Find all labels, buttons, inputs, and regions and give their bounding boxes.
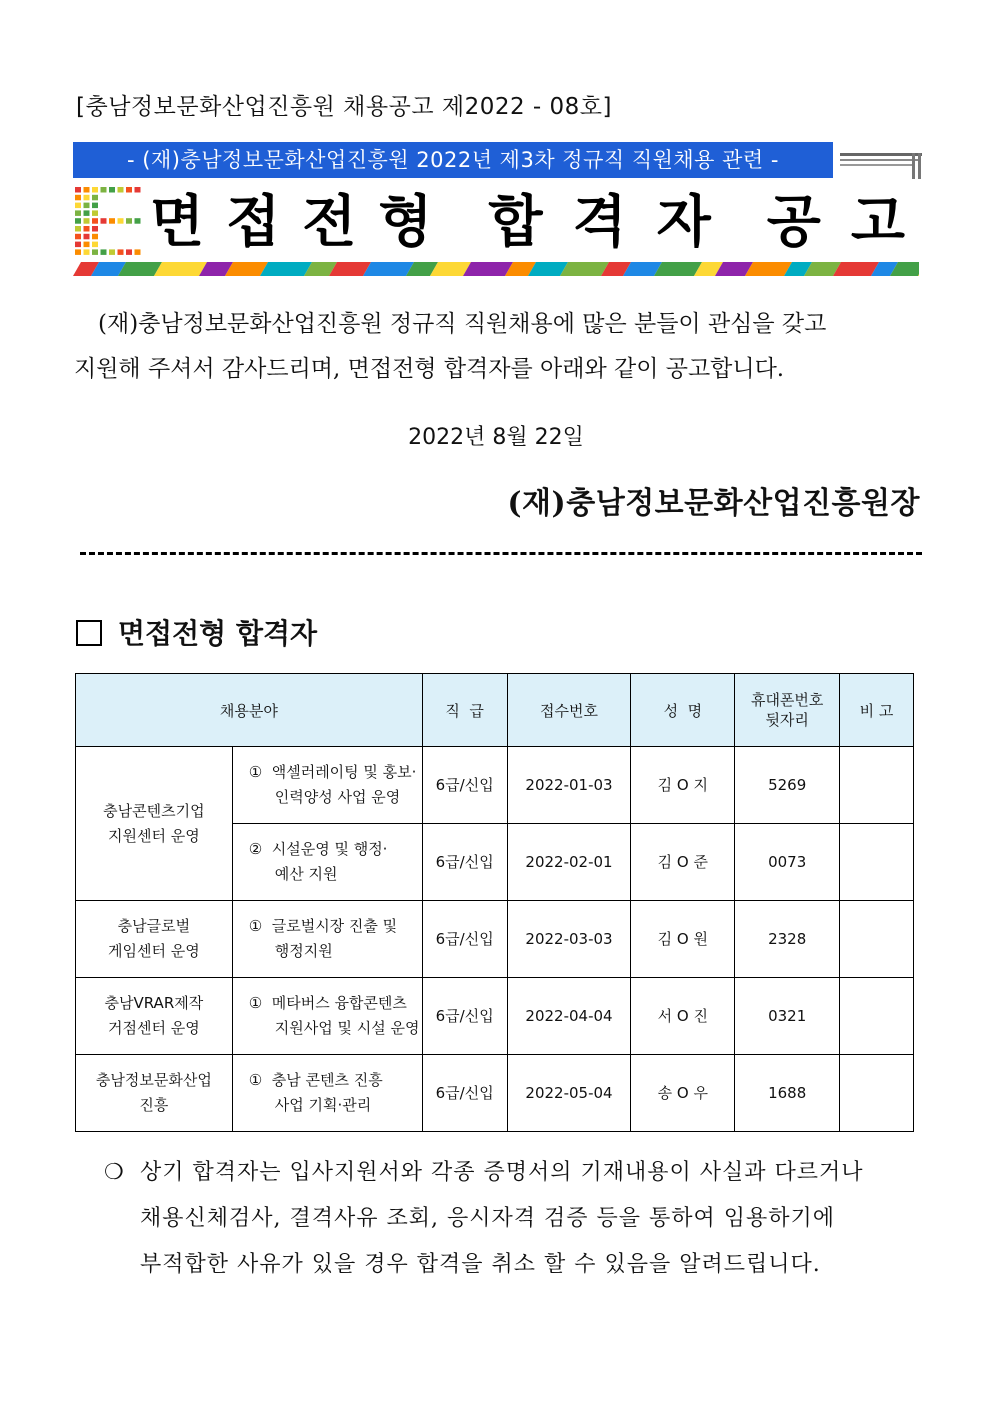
header-phone-line1: 휴대폰번호 bbox=[750, 691, 824, 709]
division-line: 지원센터 운영 bbox=[108, 826, 200, 845]
grade-cell: 6급/신입 bbox=[422, 747, 507, 824]
notice-number: [충남정보문화산업진흥원 채용공고 제2022 - 08호] bbox=[76, 94, 612, 120]
logo-dot bbox=[126, 249, 132, 255]
footnote-line: 부적합한 사유가 있을 경우 합격을 취소 할 수 있음을 알려드립니다. bbox=[140, 1252, 821, 1277]
division-cell bbox=[76, 901, 233, 978]
grade-cell: 6급/신입 bbox=[422, 824, 507, 901]
stripe-segment bbox=[363, 262, 414, 276]
logo-dot bbox=[92, 187, 98, 193]
stripe-segment bbox=[654, 262, 702, 276]
table-row bbox=[76, 1055, 914, 1132]
logo-dot bbox=[101, 249, 107, 255]
intro-text-line1: (재)충남정보문화산업진흥원 정규직 직원채용에 많은 분들이 관심을 갖고 bbox=[98, 311, 827, 337]
logo-dot bbox=[84, 203, 90, 209]
logo-dot bbox=[75, 187, 81, 193]
header-phone bbox=[735, 674, 840, 747]
title-char: 형 bbox=[378, 190, 441, 255]
grade-cell: 6급/신입 bbox=[422, 978, 507, 1055]
note-cell bbox=[840, 747, 914, 824]
header-name: 성 명 bbox=[631, 674, 735, 747]
logo-dot bbox=[135, 249, 141, 255]
receipt-cell: 2022-01-03 bbox=[507, 747, 631, 824]
division-line: 충남글로벌 bbox=[117, 917, 191, 935]
subfield-line: 사업 기획·관리 bbox=[274, 1096, 372, 1114]
header-note: 비 고 bbox=[840, 674, 914, 747]
header-receipt: 접수번호 bbox=[507, 674, 631, 747]
title-char: 접 bbox=[226, 190, 289, 255]
subfield-line: 예산 지원 bbox=[274, 865, 338, 883]
subfield-line: ② 시설운영 및 행정· bbox=[248, 840, 388, 858]
division-line: 충남VRAR제작 bbox=[104, 994, 204, 1012]
subfield-cell bbox=[232, 901, 422, 978]
division-cell bbox=[76, 747, 233, 901]
name-cell: 김 O 준 bbox=[631, 824, 735, 901]
logo-dot bbox=[92, 203, 98, 209]
logo-dot bbox=[126, 218, 132, 224]
note-cell bbox=[840, 978, 914, 1055]
circle-bullet-icon: ❍ bbox=[104, 1160, 124, 1185]
table-header-row bbox=[76, 674, 914, 747]
subfield-line: 인력양성 사업 운영 bbox=[274, 788, 401, 806]
phone-cell: 0073 bbox=[735, 824, 840, 901]
logo-dot bbox=[75, 249, 81, 255]
title-char: 공 bbox=[766, 190, 829, 255]
logo-dot bbox=[75, 195, 81, 201]
subfield-line: ① 메타버스 융합콘텐츠 bbox=[248, 994, 407, 1012]
subfield-cell bbox=[232, 747, 422, 824]
phone-cell: 1688 bbox=[735, 1055, 840, 1132]
grade-cell: 6급/신입 bbox=[422, 901, 507, 978]
subtitle-banner: - (재)충남정보문화산업진흥원 2022년 제3차 정규직 직원채용 관련 - bbox=[73, 142, 833, 178]
name-cell: 송 O 우 bbox=[631, 1055, 735, 1132]
title-char: 자 bbox=[656, 190, 719, 255]
logo-dot bbox=[135, 187, 141, 193]
grade-cell: 6급/신입 bbox=[422, 1055, 507, 1132]
logo-dot bbox=[92, 249, 98, 255]
logo-dot bbox=[84, 218, 90, 224]
logo-dot bbox=[109, 218, 115, 224]
logo-dot bbox=[92, 234, 98, 240]
logo-dot bbox=[75, 218, 81, 224]
section-title-text: 면접전형 합격자 bbox=[118, 617, 318, 650]
footnote-text bbox=[140, 1150, 924, 1288]
subfield-line: ① 액셀러레이팅 및 홍보· bbox=[248, 763, 417, 781]
title-color-stripe bbox=[73, 262, 919, 276]
logo-dot bbox=[101, 187, 107, 193]
table-row bbox=[76, 901, 914, 978]
name-cell: 김 O 지 bbox=[631, 747, 735, 824]
logo-dot bbox=[118, 218, 124, 224]
header-field: 채용분야 bbox=[76, 674, 423, 747]
title-char: 전 bbox=[302, 190, 365, 255]
name-cell: 서 O 진 bbox=[631, 978, 735, 1055]
logo-dot bbox=[92, 218, 98, 224]
stripe-segment bbox=[463, 262, 513, 276]
section-title bbox=[76, 612, 317, 652]
subfield-cell bbox=[232, 824, 422, 901]
note-cell bbox=[840, 1055, 914, 1132]
division-line: 충남콘텐츠기업 bbox=[103, 801, 205, 820]
title-logo-icon bbox=[73, 185, 143, 257]
division-cell bbox=[76, 1055, 233, 1132]
signer-name: (재)충남정보문화산업진흥원장 bbox=[507, 486, 920, 521]
title-char: 고 bbox=[850, 190, 913, 255]
stripe-segment bbox=[745, 262, 792, 276]
receipt-cell: 2022-02-01 bbox=[507, 824, 631, 901]
division-line: 거점센터 운영 bbox=[108, 1019, 200, 1037]
division-line: 게임센터 운영 bbox=[108, 942, 200, 960]
division-line: 진흥 bbox=[139, 1096, 169, 1114]
phone-cell: 5269 bbox=[735, 747, 840, 824]
receipt-cell: 2022-04-04 bbox=[507, 978, 631, 1055]
phone-cell: 2328 bbox=[735, 901, 840, 978]
logo-dot bbox=[135, 218, 141, 224]
logo-dot bbox=[92, 195, 98, 201]
logo-dot bbox=[75, 203, 81, 209]
logo-dot bbox=[92, 210, 98, 216]
announcement-date: 2022년 8월 22일 bbox=[408, 425, 584, 450]
receipt-cell: 2022-05-04 bbox=[507, 1055, 631, 1132]
logo-dot bbox=[84, 187, 90, 193]
logo-dot bbox=[84, 234, 90, 240]
table-row bbox=[76, 978, 914, 1055]
phone-cell: 0321 bbox=[735, 978, 840, 1055]
result-table bbox=[75, 673, 914, 1132]
logo-dot bbox=[84, 226, 90, 232]
logo-dot bbox=[84, 210, 90, 216]
footnote-line: 채용신체검사, 결격사유 조회, 응시자격 검증 등을 통하여 임용하기에 bbox=[140, 1206, 835, 1231]
title-char: 면 bbox=[150, 190, 213, 255]
subfield-line: ① 충남 콘텐츠 진흥 bbox=[248, 1071, 383, 1089]
logo-dot bbox=[75, 210, 81, 216]
subfield-cell bbox=[232, 1055, 422, 1132]
subfield-cell bbox=[232, 978, 422, 1055]
table-row bbox=[76, 747, 914, 824]
logo-dot bbox=[84, 242, 90, 248]
name-cell: 김 O 원 bbox=[631, 901, 735, 978]
logo-dot bbox=[109, 187, 115, 193]
stripe-segment bbox=[833, 262, 879, 276]
header-phone-line2: 뒷자리 bbox=[765, 711, 809, 729]
receipt-cell: 2022-03-03 bbox=[507, 901, 631, 978]
logo-dot bbox=[75, 226, 81, 232]
checkbox-square-icon bbox=[76, 620, 102, 646]
logo-dot bbox=[109, 249, 115, 255]
logo-dot bbox=[75, 234, 81, 240]
footnote bbox=[104, 1150, 924, 1288]
title-char: 합 bbox=[488, 190, 551, 255]
page-title bbox=[150, 186, 920, 260]
dashed-divider bbox=[80, 552, 922, 555]
logo-dot bbox=[101, 218, 107, 224]
note-cell bbox=[840, 901, 914, 978]
division-cell bbox=[76, 978, 233, 1055]
logo-dot bbox=[126, 187, 132, 193]
logo-dot bbox=[84, 195, 90, 201]
logo-dot bbox=[92, 242, 98, 248]
intro-text-line2: 지원해 주셔서 감사드리며, 면접전형 합격자를 아래와 같이 공고합니다. bbox=[74, 356, 785, 382]
stripe-segment bbox=[154, 262, 207, 276]
logo-dot bbox=[92, 226, 98, 232]
logo-dot bbox=[75, 242, 81, 248]
subfield-line: 행정지원 bbox=[274, 942, 333, 960]
logo-dot bbox=[118, 249, 124, 255]
header-grade: 직 급 bbox=[422, 674, 507, 747]
title-char: 격 bbox=[572, 190, 635, 255]
note-cell bbox=[840, 824, 914, 901]
footnote-line: 상기 합격자는 입사지원서와 각종 증명서의 기재내용이 사실과 다르거나 bbox=[140, 1160, 864, 1185]
subfield-line: 지원사업 및 시설 운영 bbox=[274, 1019, 420, 1037]
subfield-line: ① 글로벌시장 진출 및 bbox=[248, 917, 398, 935]
logo-dot bbox=[118, 187, 124, 193]
stripe-segment bbox=[560, 262, 609, 276]
stripe-segment bbox=[260, 262, 312, 276]
decorative-lines bbox=[840, 153, 922, 179]
logo-dot bbox=[84, 249, 90, 255]
division-line: 충남정보문화산업 bbox=[95, 1071, 212, 1089]
